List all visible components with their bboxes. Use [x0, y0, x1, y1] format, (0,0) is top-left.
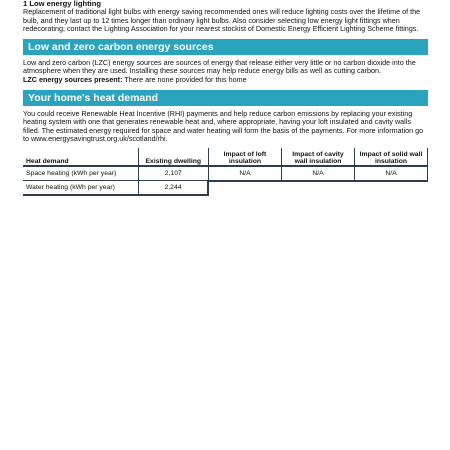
space-heating-solid: N/A [354, 166, 427, 181]
epc-page [23, 0, 428, 196]
low-energy-lighting-text: Replacement of traditional light bulbs with energy saving recommended ones will reduce lighting costs over the lifetime of the bulb, and they last up to 12 times longer than ordinary light bulbs. Also consider selecting low energy light fittings when redecorating; contact the Lighting Association for your nearest stockist of Domestic Energy Efficient Lighting Scheme fittings. [23, 7, 421, 34]
space-heating-loft: N/A [208, 166, 281, 181]
water-heating-empty-cell [354, 181, 427, 196]
space-heating-cavity: N/A [281, 166, 354, 181]
lzc-present-value: There are none provided for this home [124, 74, 247, 84]
lzc-present-label: LZC energy sources present: [23, 74, 123, 84]
header-cavity-wall-insulation: Impact of cavity wall insulation [281, 148, 354, 166]
water-heating-empty-cell [281, 181, 354, 196]
lzc-section-heading: Low and zero carbon energy sources [23, 39, 428, 55]
water-heating-label: Water heating (kWh per year) [23, 181, 138, 196]
water-heating-empty-cell [208, 181, 281, 196]
heat-demand-table [23, 148, 428, 197]
lzc-description: Low and zero carbon (LZC) energy sources are sources of energy that release either very little or no carbon dioxide into the atmosphere when they are used. Installing these sources may help reduce energy bills as well as cutting carbon. [23, 57, 416, 76]
header-heat-demand: Heat demand [23, 148, 138, 166]
heat-demand-section-heading: Your home's heat demand [23, 90, 428, 106]
space-heating-label: Space heating (kWh per year) [23, 166, 138, 181]
table-row [23, 181, 428, 196]
space-heating-existing: 2,107 [138, 166, 208, 181]
header-loft-insulation: Impact of loft insulation [208, 148, 281, 166]
header-solid-wall-insulation: Impact of solid wall insulation [354, 148, 427, 166]
water-heating-existing: 2,244 [138, 181, 208, 196]
heat-demand-description: You could receive Renewable Heat Incentive (RHI) payments and help reduce carbon emissions by replacing your existing heating system with one that generates renewable heat and, where appropriate, having your loft insulated and cavity walls filled. The estimated energy required for space and water heating will form the basis of the payments. For more information go to www.energysavingtrust.org.uk/scotland/rhi. [23, 108, 424, 144]
table-header-row [23, 148, 428, 166]
lzc-present-line [23, 76, 428, 85]
header-existing-dwelling: Existing dwelling [138, 148, 208, 166]
low-energy-lighting-title: 1 Low energy lighting [23, 0, 102, 8]
table-row [23, 166, 428, 181]
